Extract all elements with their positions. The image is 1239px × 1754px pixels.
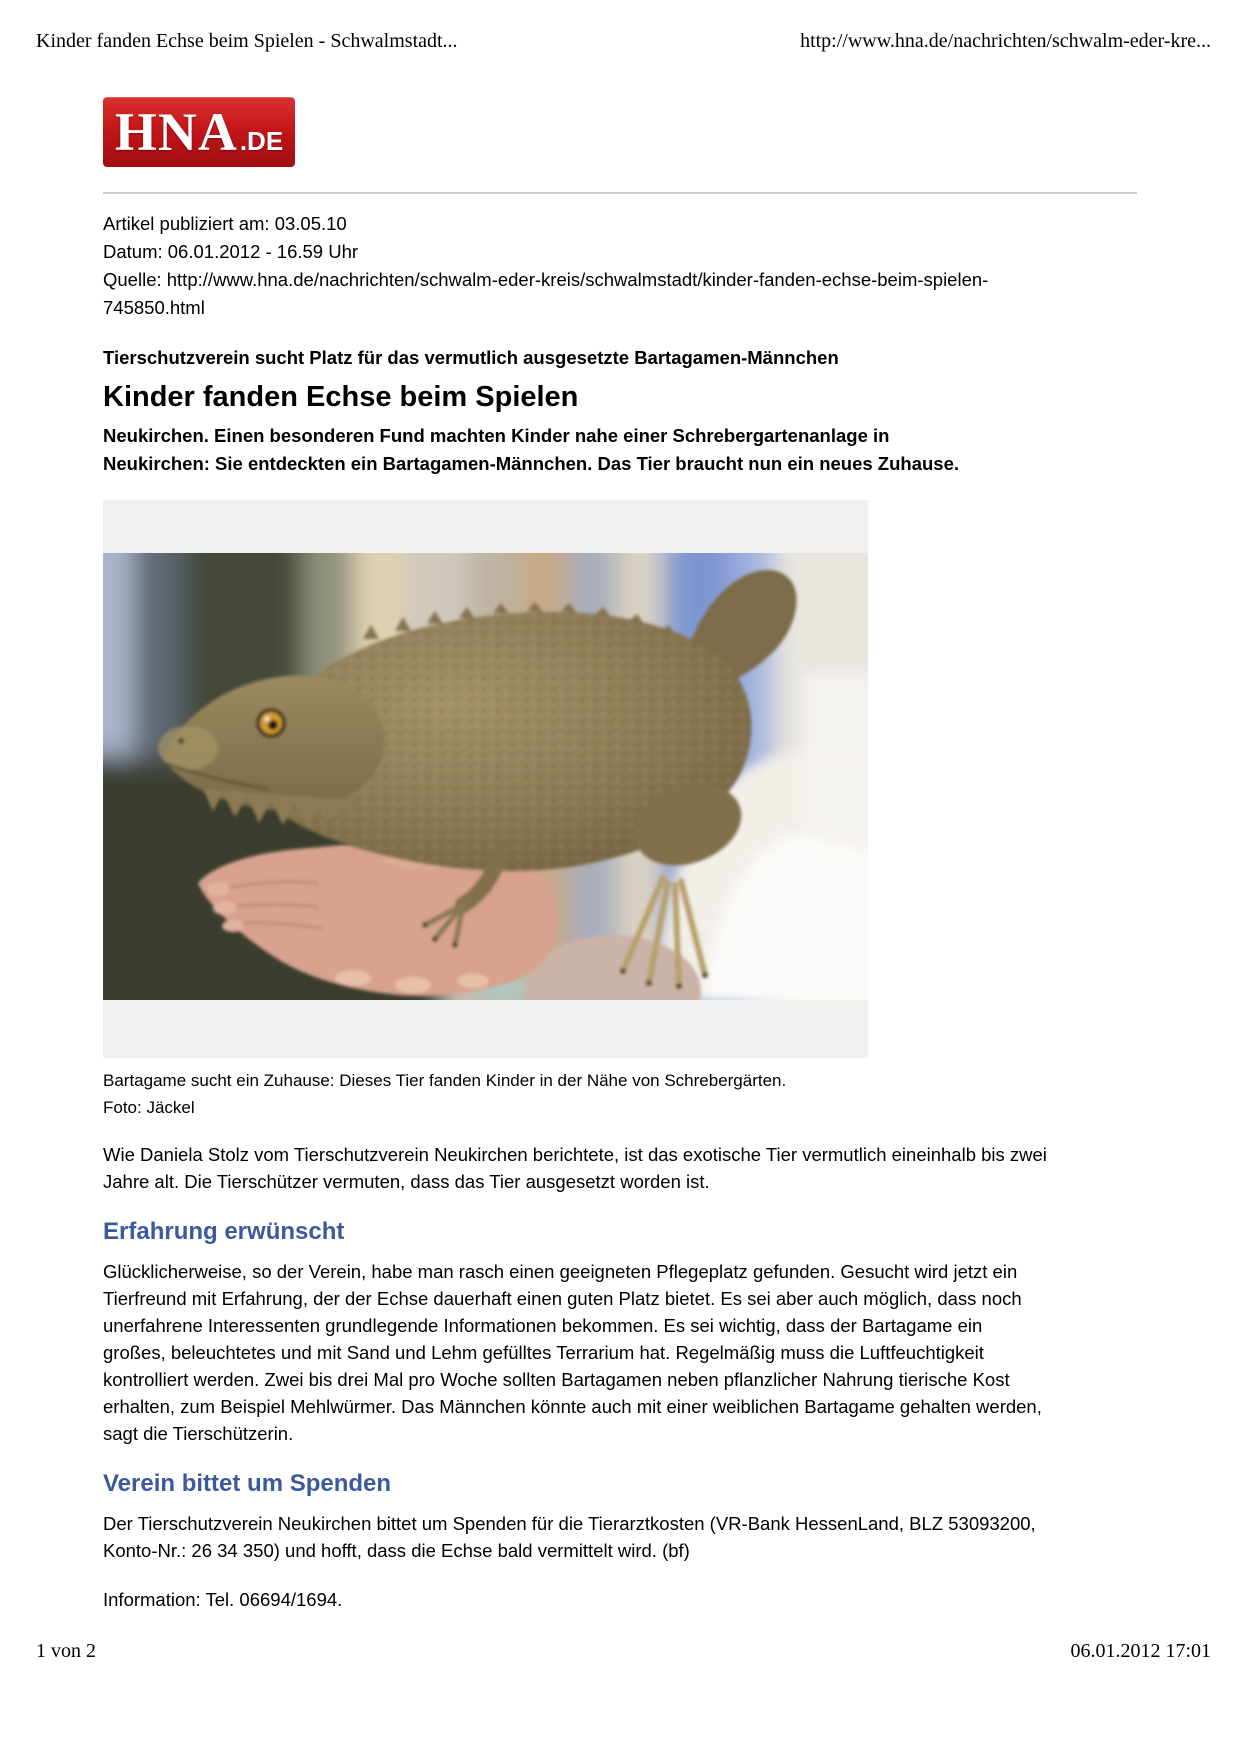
article-headline: Kinder fanden Echse beim Spielen: [103, 381, 579, 413]
photo-caption: Bartagame sucht ein Zuhause: Dieses Tier fanden Kinder in der Nähe von Schrebergärten.: [103, 1071, 787, 1090]
article-meta: [103, 210, 1043, 322]
article-paragraph-1: Wie Daniela Stolz vom Tierschutzverein Neukirchen berichtete, ist das exotische Tier vermutlich eineinhalb bis zwei Jahre alt. Die Tierschützer vermuten, dass das Tier ausgesetzt worden ist.: [103, 1144, 1047, 1192]
print-header-url: http://www.hna.de/nachrichten/schwalm-eder-kre...: [800, 30, 1211, 52]
article-figure: [103, 500, 868, 1058]
meta-date: Datum: 06.01.2012 - 16.59 Uhr: [103, 241, 359, 262]
article-photo-bearded-dragon: [103, 553, 868, 1000]
photo-credit: Foto: Jäckel: [103, 1098, 195, 1117]
header-divider: [103, 192, 1137, 194]
print-header-title: Kinder fanden Echse beim Spielen - Schwalmstadt...: [36, 30, 458, 52]
article-kicker: Tierschutzverein sucht Platz für das vermutlich ausgesetzte Bartagamen-Männchen: [103, 347, 839, 368]
print-header: [36, 30, 1211, 53]
page-number: 1 von 2: [36, 1640, 96, 1662]
hna-logo: [103, 97, 295, 167]
print-footer: [36, 1640, 1211, 1663]
article-content: [103, 97, 1143, 1613]
meta-source-url: Quelle: http://www.hna.de/nachrichten/schwalm-eder-kreis/schwalmstadt/kinder-fanden-echse-beim-spielen-745850.html: [103, 269, 989, 318]
logo-domain-suffix: .DE: [239, 126, 284, 156]
meta-published: Artikel publiziert am: 03.05.10: [103, 213, 347, 234]
hna-logo-text: [115, 97, 283, 176]
article-lead: Neukirchen. Einen besonderen Fund machten Kinder nahe einer Schrebergartenanlage in Neukirchen: Sie entdeckten ein Bartagamen-Männchen. Das Tier braucht nun ein neues Zuhause.: [103, 425, 960, 474]
section-body-spenden: Der Tierschutzverein Neukirchen bittet um Spenden für die Tierarztkosten (VR-Bank HessenLand, BLZ 53093200, Konto-Nr.: 26 34 350) und hofft, dass die Echse bald vermittelt wird. (bf): [103, 1513, 1036, 1561]
section-body-erfahrung: Glücklicherweise, so der Verein, habe man rasch einen geeigneten Pflegeplatz gefunden. Gesucht wird jetzt ein Tierfreund mit Erfahrung, der der Echse dauerhaft einen guten Platz bietet. Es sei aber auch möglich, dass noch unerfahrene Interessenten grundlegende Informationen bekommen. Es sei wichtig, dass der Bartagame ein großes, beleuchtetes und mit Sand und Lehm gefülltes Terrarium hat. Regelmäßig muss die Luftfeuchtigkeit kontrolliert werden. Zwei bis drei Mal pro Woche sollten Bartagamen neben pflanzlicher Nahrung tierische Kost erhalten, zum Beispiel Mehlwürmer. Das Männchen könnte auch mit einer weiblichen Bartagame gehalten werden, sagt die Tierschützerin.: [103, 1261, 1042, 1444]
section-heading-spenden: Verein bittet um Spenden: [103, 1470, 392, 1497]
print-timestamp: 06.01.2012 17:01: [1070, 1640, 1211, 1662]
logo-wordmark: HNA: [114, 102, 238, 162]
section-heading-erfahrung: Erfahrung erwünscht: [103, 1218, 345, 1245]
article-info-line: Information: Tel. 06694/1694.: [103, 1589, 343, 1610]
